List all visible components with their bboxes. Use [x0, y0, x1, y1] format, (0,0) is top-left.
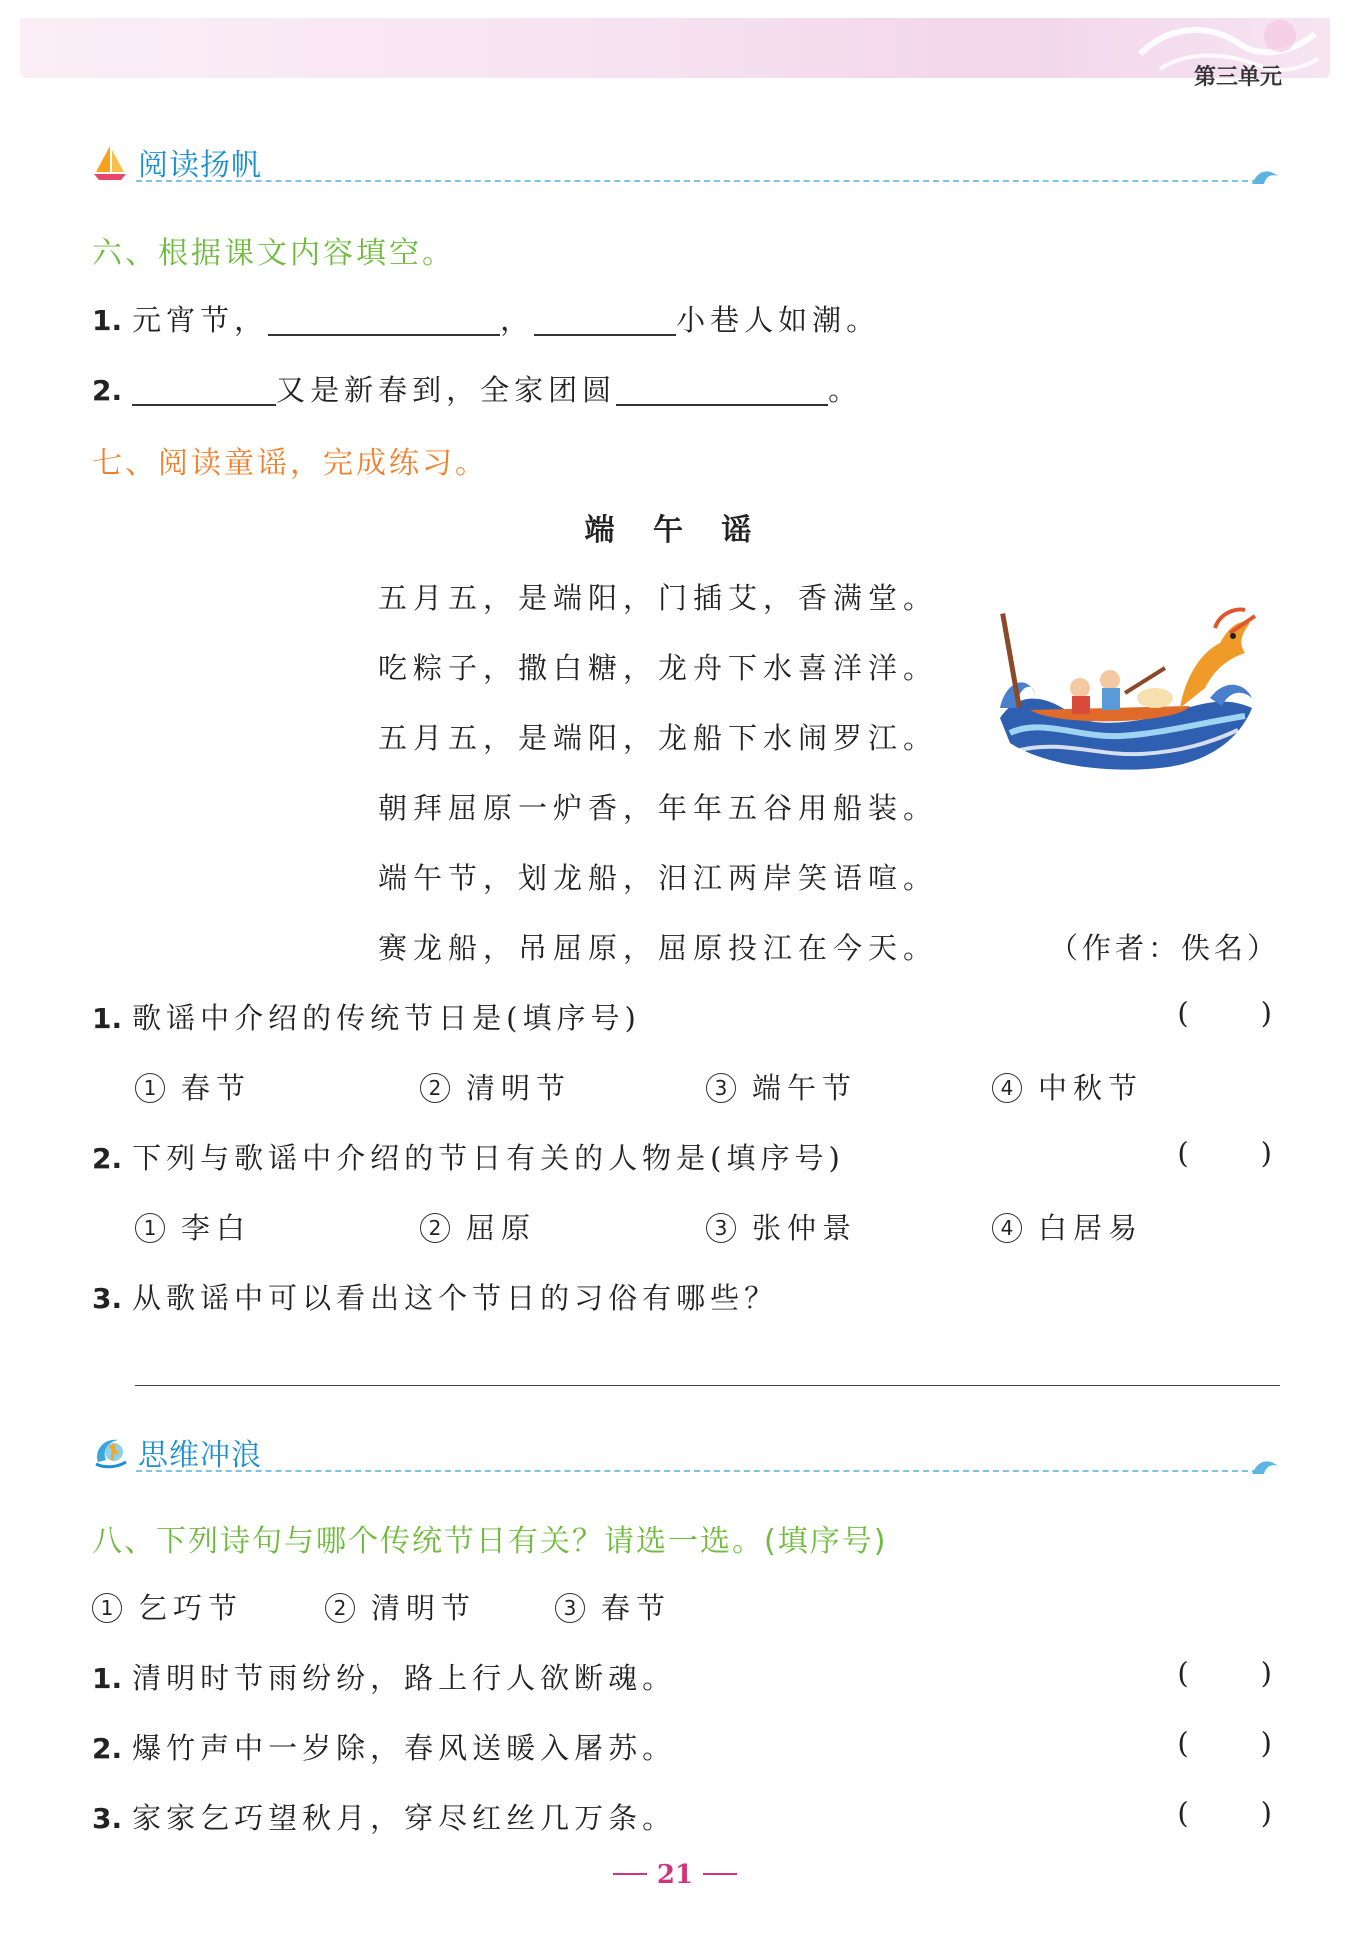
surfing-icon [90, 1432, 130, 1472]
option[interactable]: 4 中秋节 [992, 1066, 1143, 1107]
poem-line: 五月五，是端阳，门插艾，香满堂。 [378, 581, 939, 615]
poem-item-2: 2. 爆竹声中一岁除，春风送暖入屠苏。 [92, 1731, 677, 1765]
option[interactable]: 3 端午节 [706, 1066, 857, 1107]
reading-question-2: 2. 下列与歌谣中介绍的节日有关的人物是(填序号) [92, 1141, 845, 1175]
poem-line: 吃粽子，撒白糖，龙舟下水喜洋洋。 [378, 651, 939, 685]
dragon-boat-illustration [990, 598, 1260, 773]
poem-item-1: 1. 清明时节雨纷纷，路上行人欲断魂。 [92, 1661, 677, 1695]
option[interactable]: 2 屈原 [420, 1206, 536, 1247]
answer-blank[interactable] [534, 304, 676, 336]
option: 1 乞巧节 [92, 1586, 243, 1627]
section-title: 思维冲浪 [138, 1438, 262, 1473]
answer-paren[interactable]: ( ) [1177, 1656, 1272, 1690]
page-number: 21 [0, 1860, 1350, 1890]
fill-item-1: 1. 元宵节， ， 小巷人如潮。 [92, 303, 881, 337]
answer-blank[interactable] [268, 304, 500, 336]
poem-item-3: 3. 家家乞巧望秋月，穿尽红丝几万条。 [92, 1801, 677, 1835]
answer-paren[interactable]: ( ) [1177, 996, 1272, 1030]
option[interactable]: 1 李白 [135, 1206, 251, 1247]
poem-line: 朝拜屈原一炉香，年年五谷用船装。 [378, 791, 939, 825]
option[interactable]: 3 张仲景 [706, 1206, 857, 1247]
section-header-thinking [90, 1430, 1280, 1474]
option[interactable]: 2 清明节 [420, 1066, 571, 1107]
answer-blank[interactable] [132, 374, 276, 406]
poem-line: 端午节，划龙船，汨江两岸笑语喧。 [378, 861, 939, 895]
option[interactable]: 4 白居易 [992, 1206, 1143, 1247]
answer-paren[interactable]: ( ) [1177, 1136, 1272, 1170]
poem-line: 赛龙船，吊屈原，屈原投江在今天。 [378, 931, 939, 965]
question-heading-7: 七、阅读童谣，完成练习。 [92, 446, 488, 481]
answer-paren[interactable]: ( ) [1177, 1796, 1272, 1830]
wave-tail-icon [1250, 1454, 1280, 1478]
answer-paren[interactable]: ( ) [1177, 1726, 1272, 1760]
option[interactable]: 1 春节 [135, 1066, 251, 1107]
section-title: 阅读扬帆 [138, 148, 262, 183]
question-heading-8: 八、下列诗句与哪个传统节日有关？请选一选。(填序号) [92, 1524, 888, 1559]
answer-line[interactable] [135, 1385, 1280, 1386]
section-header-reading [90, 140, 1280, 184]
answer-blank[interactable] [616, 374, 828, 406]
wave-tail-icon [1250, 164, 1280, 188]
unit-label: 第三单元 [1193, 65, 1282, 90]
fill-item-2: 2. 又是新春到，全家团圆 。 [92, 373, 863, 407]
option: 2 清明节 [325, 1586, 476, 1627]
poem-title: 端 午 谣 [584, 513, 766, 548]
option: 3 春节 [555, 1586, 671, 1627]
question-heading-6: 六、根据课文内容填空。 [92, 236, 455, 271]
sailboat-icon [90, 142, 130, 182]
reading-question-1: 1. 歌谣中介绍的传统节日是(填序号) [92, 1001, 641, 1035]
section-divider [136, 1470, 1258, 1472]
poem-line: 五月五，是端阳，龙船下水闹罗江。 [378, 721, 939, 755]
reading-question-3: 3. 从歌谣中可以看出这个节日的习俗有哪些？ [92, 1281, 779, 1315]
section-divider [136, 180, 1258, 182]
poem-author: （作者：佚名） [1048, 931, 1280, 965]
